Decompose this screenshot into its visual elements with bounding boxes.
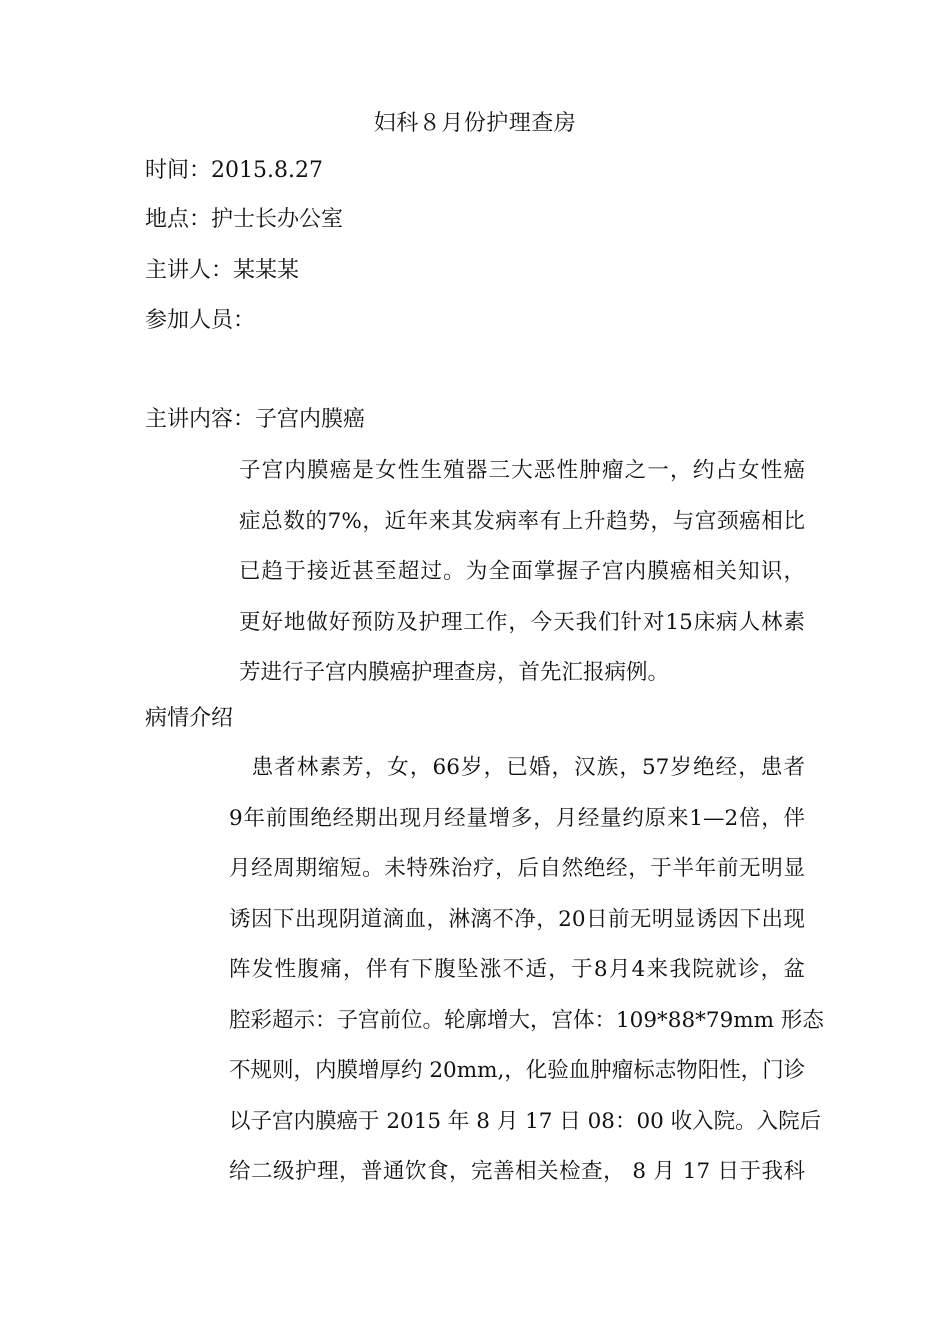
case-line: 腔彩超示：子宫前位。轮廓增大，宫体：109*88*79mm 形态	[229, 1007, 824, 1033]
case-line: 患者林素芳，女，66岁，已婚，汉族，57岁绝经，患者	[229, 755, 805, 780]
time-label: 时间：	[145, 158, 212, 183]
case-line: 给二级护理，普通饮食，完善相关检查， 8 月 17 日于我科	[229, 1159, 805, 1184]
intro-paragraph	[239, 446, 805, 699]
intro-line: 症总数的7%，近年来其发病率有上升趋势，与宫颈癌相比	[239, 508, 805, 534]
case-line: 月经周期缩短。未特殊治疗，后自然绝经，于半年前无明显	[229, 856, 805, 881]
intro-line: 已趋于接近甚至超过。为全面掌握子宫内膜癌相关知识，	[239, 559, 805, 584]
speaker-line	[145, 256, 299, 286]
topic-value: 子宫内膜癌	[255, 407, 366, 432]
time-line	[145, 156, 323, 186]
speaker-value: 某某某	[233, 258, 300, 283]
attendees-label: 参加人员：	[145, 308, 256, 333]
topic-line	[145, 405, 365, 435]
document-title: 妇科８月份护理查房	[373, 111, 577, 136]
section-heading: 病情介绍	[145, 706, 234, 731]
place-line	[145, 205, 343, 235]
topic-label: 主讲内容：	[145, 407, 256, 432]
case-paragraph	[229, 743, 824, 1198]
case-line: 以子宫内膜癌于 2015 年 8 月 17 日 08：00 收入院。入院后	[229, 1108, 822, 1134]
case-line: 9年前围绝经期出现月经量增多，月经量约原来1—2倍，伴	[229, 805, 805, 831]
case-line: 诱因下出现阴道滴血，淋漓不净，20日前无明显诱因下出现	[229, 906, 805, 932]
intro-line: 更好地做好预防及护理工作，今天我们针对15床病人林素	[239, 609, 805, 635]
intro-line: 子宫内膜癌是女性生殖器三大恶性肿瘤之一，约占女性癌	[239, 458, 805, 483]
intro-line: 芳进行子宫内膜癌护理查房，首先汇报病例。	[239, 660, 670, 685]
place-label: 地点：	[145, 207, 212, 232]
time-value: 2015.8.27	[211, 158, 323, 183]
case-line: 阵发性腹痛，伴有下腹坠涨不适，于8月4来我院就诊，盆	[229, 957, 805, 982]
case-line: 不规则，内膜增厚约 20mm,，化验血肿瘤标志物阳性，门诊	[229, 1058, 806, 1083]
attendees-line	[145, 306, 255, 336]
speaker-label: 主讲人：	[145, 258, 234, 283]
place-value: 护士长办公室	[211, 207, 344, 232]
